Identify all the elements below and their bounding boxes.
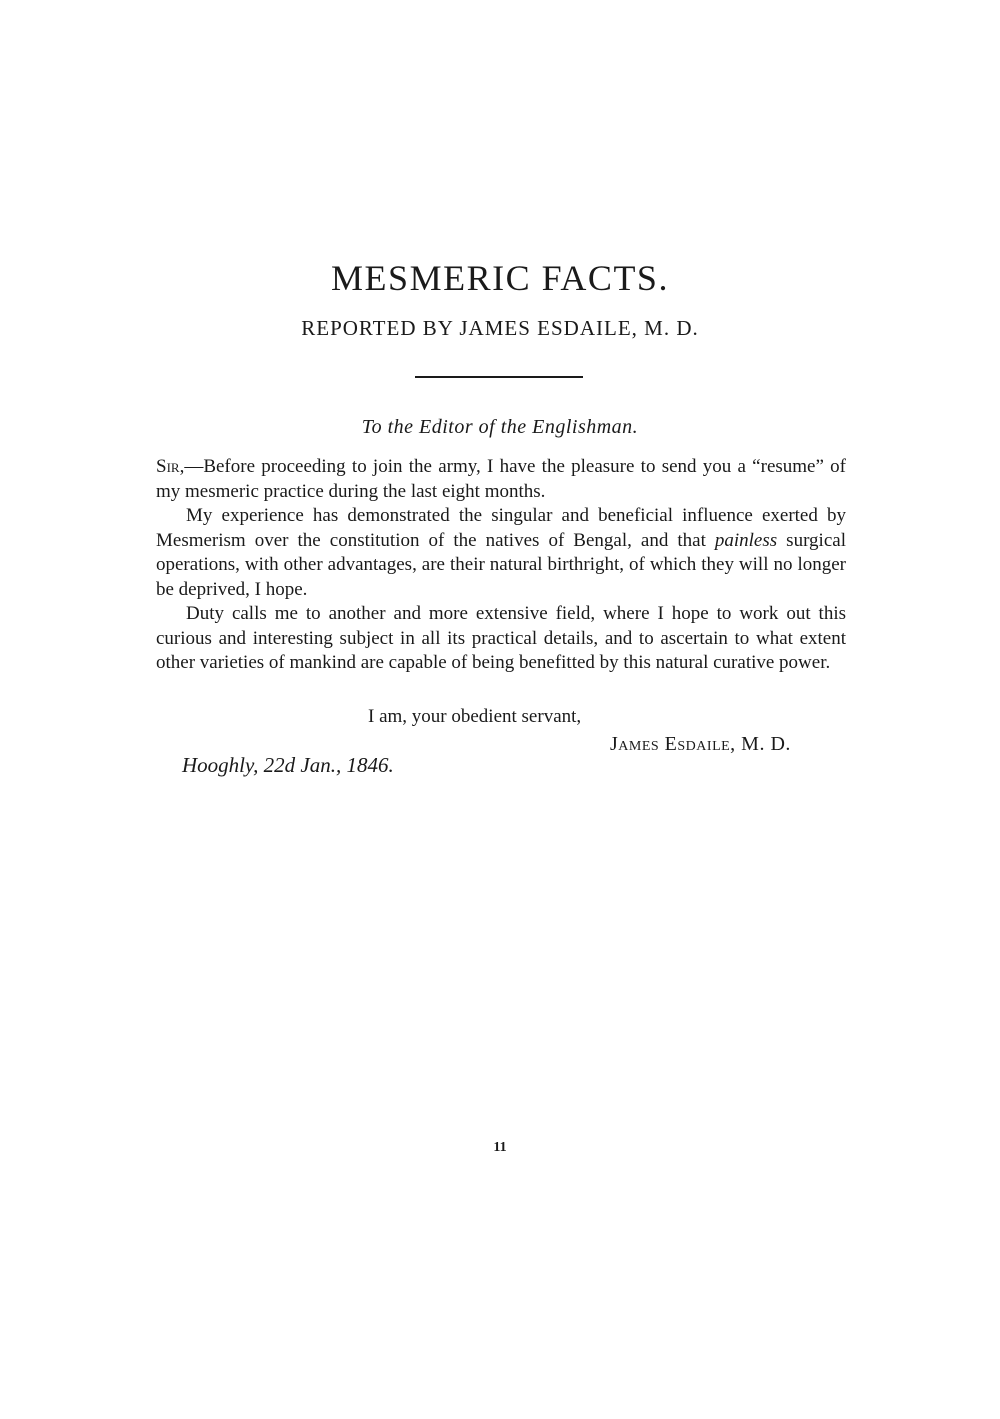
paragraph-2 xyxy=(156,504,846,602)
letter-body xyxy=(156,455,846,676)
article-title: MESMERIC FACTS. xyxy=(331,258,669,298)
paragraph-2-text-end: surgical operations, with other advantages, are their natural birthright, of which they will no longer be deprived, I hope. xyxy=(156,529,846,600)
addressee-line: To the Editor of the Englishman. xyxy=(361,416,639,438)
page-number: 11 xyxy=(493,1140,507,1155)
salutation: Sir, xyxy=(156,456,185,477)
closing-line: I am, your obedient servant, xyxy=(368,706,582,727)
paragraph-1 xyxy=(156,455,846,504)
paragraph-3: Duty calls me to another and more extensive field, where I hope to work out this curious and interesting subject in all its practical details, and to ascertain to what extent other varieties of mankind are capable of being benefitted by this natural curative power. xyxy=(156,603,846,673)
signature: James Esdaile, M. D. xyxy=(610,733,791,755)
place-date: Hooghly, 22d Jan., 1846. xyxy=(182,753,394,777)
section-divider xyxy=(415,376,583,378)
article-byline: REPORTED BY JAMES ESDAILE, M. D. xyxy=(301,316,699,340)
emphasis-painless: painless xyxy=(714,529,778,551)
paragraph-1-text: —Before proceeding to join the army, I have the pleasure to send you a “resume” of my mesmeric practice during the last eight months. xyxy=(156,456,846,502)
paragraph-2-text-start: My experience has demonstrated the singular and beneficial influence exerted by Mesmerism over the constitution of the natives of Bengal, and that xyxy=(156,505,846,551)
